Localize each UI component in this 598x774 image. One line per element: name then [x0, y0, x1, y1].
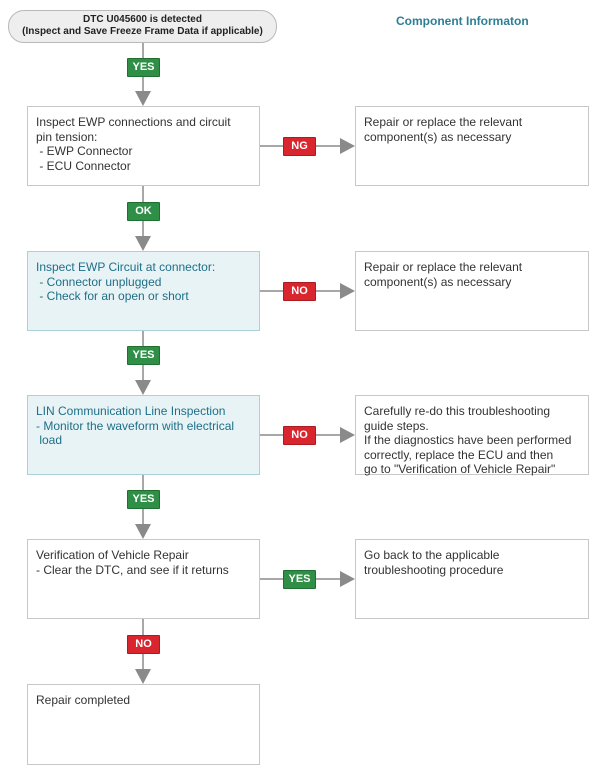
step-inspect-ewp-connections [27, 106, 260, 186]
result-line: go to "Verification of Vehicle Repair" [364, 462, 556, 476]
step-line: Verification of Vehicle Repair [36, 548, 189, 562]
step-line: Inspect EWP Circuit at connector: [36, 260, 216, 274]
yes-badge: YES [127, 490, 160, 509]
step-line: - EWP Connector [36, 144, 133, 158]
step-line: pin tension: [36, 129, 98, 144]
result-line: If the diagnostics have been performed [364, 433, 572, 447]
component-information-link[interactable]: Component Informaton [396, 14, 529, 28]
ng-badge: NG [283, 137, 316, 156]
start-subtitle: (Inspect and Save Freeze Frame Data if applicable) [22, 26, 263, 37]
result-line: correctly, replace the ECU and then [364, 447, 554, 462]
result-line: component(s) as necessary [364, 129, 512, 144]
arrow-right-icon [340, 283, 355, 299]
step-line: - Clear the DTC, and see if it returns [36, 562, 229, 577]
result-line: Carefully re-do this troubleshooting [364, 404, 551, 418]
arrow-down-icon [135, 236, 151, 251]
result-line: Repair or replace the relevant [364, 115, 523, 129]
step-line: - Connector unplugged [36, 274, 162, 289]
arrow-down-icon [135, 524, 151, 539]
step-lin-communication-inspection[interactable] [27, 395, 260, 475]
arrow-right-icon [340, 571, 355, 587]
step-verification-of-vehicle-repair [27, 539, 260, 619]
arrow-down-icon [135, 669, 151, 684]
step-line: - Monitor the waveform with electrical [36, 418, 235, 433]
yes-badge: YES [127, 346, 160, 365]
result-line: Go back to the applicable [364, 548, 500, 562]
no-badge: NO [127, 635, 160, 654]
ok-badge: OK [127, 202, 160, 221]
step-line: - Check for an open or short [36, 289, 189, 303]
step-line: - ECU Connector [36, 158, 131, 173]
no-badge: NO [283, 282, 316, 301]
result-line: guide steps. [364, 418, 429, 433]
result-line: troubleshooting procedure [364, 562, 504, 577]
final-repair-completed [27, 684, 260, 765]
result-line: Repair or replace the relevant [364, 260, 523, 274]
start-title: DTC U045600 is detected [83, 14, 202, 25]
arrow-down-icon [135, 380, 151, 395]
result-redo-troubleshooting [355, 395, 589, 475]
arrow-right-icon [340, 138, 355, 154]
start-node [8, 10, 277, 43]
yes-badge: YES [127, 58, 160, 77]
final-line: Repair completed [36, 693, 131, 707]
step-line: LIN Communication Line Inspection [36, 404, 226, 418]
arrow-down-icon [135, 91, 151, 106]
yes-badge: YES [283, 570, 316, 589]
no-badge: NO [283, 426, 316, 445]
step-line: load [36, 433, 63, 447]
step-inspect-ewp-circuit[interactable] [27, 251, 260, 331]
result-go-back-procedure [355, 539, 589, 619]
result-line: component(s) as necessary [364, 274, 512, 289]
result-repair-replace [355, 106, 589, 186]
arrow-right-icon [340, 427, 355, 443]
step-line: Inspect EWP connections and circuit [36, 115, 231, 129]
result-repair-replace [355, 251, 589, 331]
